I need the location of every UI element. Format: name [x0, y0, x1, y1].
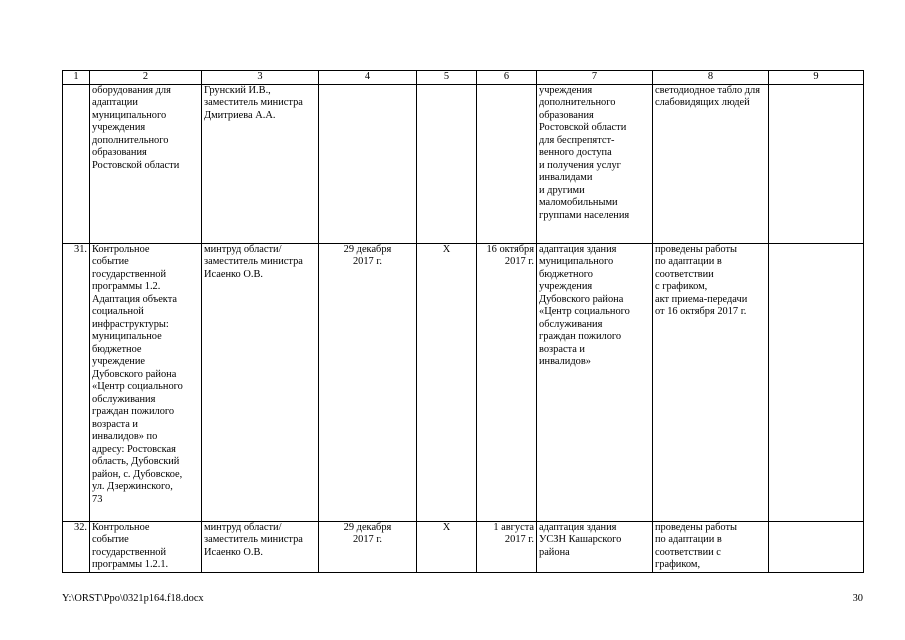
fact-date-cell: 1 августа 2017 г.: [477, 521, 537, 572]
column-header: 4: [319, 71, 417, 85]
column-9-cell: [769, 84, 864, 243]
planned-result-cell: адаптация здания УСЗН Кашарского района: [537, 521, 653, 572]
plan-date-cell: 29 декабря 2017 г.: [319, 243, 417, 521]
column-header: 5: [417, 71, 477, 85]
page-number: 30: [852, 593, 863, 604]
actual-result-cell: проведены работы по адаптации в соответствии с графиком,: [653, 521, 769, 572]
fact-date-cell: 16 октября 2017 г.: [477, 243, 537, 521]
actual-result-cell: проведены работы по адаптации в соответствии с графиком, акт приема-передачи от 16 октября 2017 г.: [653, 243, 769, 521]
responsible-cell: минтруд области/ заместитель министра Исаенко О.В.: [202, 243, 319, 521]
column-header: 6: [477, 71, 537, 85]
column-9-cell: [769, 243, 864, 521]
plan-date-cell: 29 декабря 2017 г.: [319, 521, 417, 572]
column-5-cell: Х: [417, 243, 477, 521]
column-5-cell: [417, 84, 477, 243]
document-table: [62, 70, 864, 573]
column-5-cell: Х: [417, 521, 477, 572]
column-header: 9: [769, 71, 864, 85]
row-number: 32.: [63, 521, 90, 572]
responsible-cell: минтруд области/ заместитель министра Исаенко О.В.: [202, 521, 319, 572]
actual-result-cell: светодиодное табло для слабовидящих людей: [653, 84, 769, 243]
event-cell: оборудования для адаптации муниципального учреждения дополнительного образования Ростовской области: [90, 84, 202, 243]
column-header: 2: [90, 71, 202, 85]
responsible-cell: Грунский И.В., заместитель министра Дмитриева А.А.: [202, 84, 319, 243]
row-number: 31.: [63, 243, 90, 521]
planned-result-cell: учреждения дополнительного образования Ростовской области для беспрепятст- венного доступа и получения услуг инвалидами и другими маломобильными группами населения: [537, 84, 653, 243]
header-row: [63, 71, 864, 85]
table-row: [63, 243, 864, 521]
event-cell: Контрольное событие государственной программы 1.2.1.: [90, 521, 202, 572]
planned-result-cell: адаптация здания муниципального бюджетного учреждения Дубовского района «Центр социального обслуживания граждан пожилого возраста и инвалидов»: [537, 243, 653, 521]
column-header: 1: [63, 71, 90, 85]
row-number: [63, 84, 90, 243]
column-header: 7: [537, 71, 653, 85]
column-9-cell: [769, 521, 864, 572]
fact-date-cell: [477, 84, 537, 243]
footer-file-path: Y:\ORST\Ppo\0321p164.f18.docx: [62, 593, 204, 604]
table-row: [63, 84, 864, 243]
event-cell: Контрольное событие государственной программы 1.2. Адаптация объекта социальной инфраструктуры: муниципальное бюджетное учреждение Дубовского района «Центр социального обслуживания граждан пожилого возраста и инвалидов» по адресу: Ростовская область, Дубовский район, с. Дубовское, ул. Дзержинского, 73: [90, 243, 202, 521]
table-row: [63, 521, 864, 572]
plan-date-cell: [319, 84, 417, 243]
column-header: 8: [653, 71, 769, 85]
column-header: 3: [202, 71, 319, 85]
